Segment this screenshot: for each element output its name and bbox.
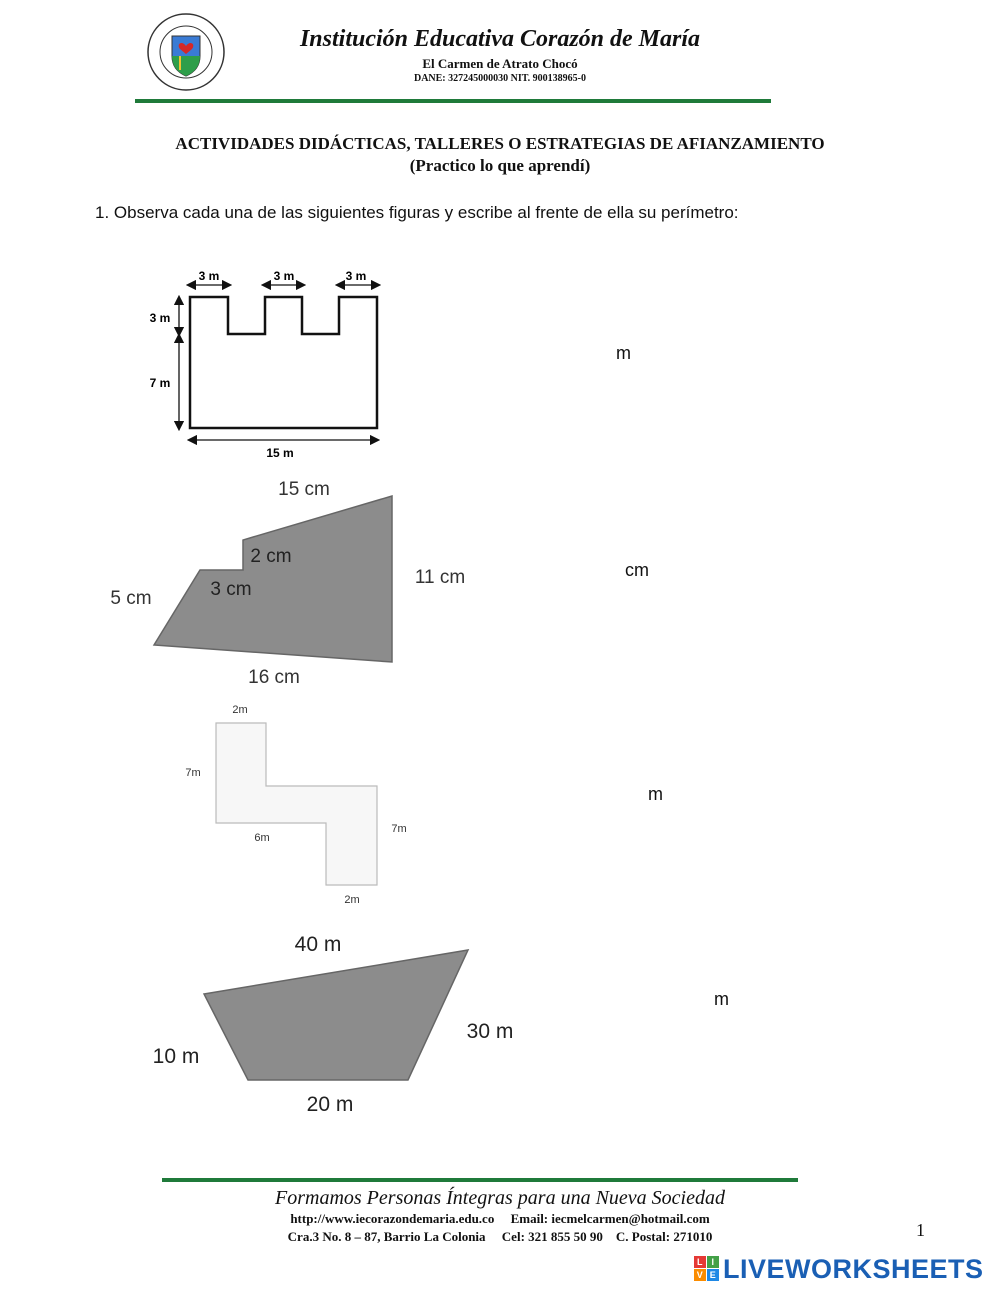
fig1-label-top1: 3 m bbox=[198, 269, 220, 283]
figure-2-stepped bbox=[110, 479, 465, 688]
fig4-label-top: 40 m bbox=[294, 933, 342, 956]
fig4-label-left: 10 m bbox=[152, 1045, 200, 1068]
fig2-label-step-horizontal: 3 cm bbox=[210, 579, 252, 600]
footer-motto: Formamos Personas Íntegras para una Nueva Sociedad bbox=[275, 1187, 725, 1209]
fig3-label-top: 2m bbox=[232, 704, 248, 716]
fig4-label-right: 30 m bbox=[466, 1020, 514, 1043]
trapezoid-shape bbox=[204, 950, 468, 1080]
castle-shape bbox=[190, 297, 377, 428]
fig3-label-middle: 6m bbox=[254, 832, 270, 844]
answer-unit-figure-3: m bbox=[648, 784, 663, 804]
fig3-label-bottom: 2m bbox=[344, 894, 360, 906]
activity-title: ACTIVIDADES DIDÁCTICAS, TALLERES O ESTRATEGIAS DE AFIANZAMIENTO bbox=[175, 134, 825, 153]
answer-unit-figure-4: m bbox=[714, 989, 729, 1009]
brand-icon-letter-2: I bbox=[707, 1256, 719, 1268]
fig2-label-right: 11 cm bbox=[414, 567, 466, 588]
institution-location: El Carmen de Atrato Chocó bbox=[422, 56, 578, 71]
footer-phone: Cel: 321 855 50 90 bbox=[501, 1229, 603, 1244]
fig1-label-left-bottom: 7 m bbox=[149, 376, 171, 390]
zshape-shape bbox=[216, 723, 377, 885]
footer-email: Email: iecmelcarmen@hotmail.com bbox=[510, 1211, 710, 1226]
fig2-label-step-vertical: 2 cm bbox=[250, 546, 292, 567]
answer-input-figure-1[interactable] bbox=[494, 340, 618, 368]
fig2-label-top: 15 cm bbox=[278, 479, 330, 500]
answer-unit-figure-2: cm bbox=[625, 560, 649, 580]
fig4-label-bottom: 20 m bbox=[306, 1093, 354, 1116]
institution-name: Institución Educativa Corazón de María bbox=[299, 26, 701, 52]
answer-input-figure-2[interactable] bbox=[502, 557, 626, 585]
brand-icon-letter-1: L bbox=[694, 1256, 706, 1268]
fig1-label-bottom: 15 m bbox=[266, 446, 294, 460]
page-number: 1 bbox=[916, 1220, 925, 1240]
figure-4-trapezoid bbox=[153, 933, 514, 1116]
answer-input-figure-4[interactable] bbox=[592, 986, 716, 1014]
fig2-label-bottom: 16 cm bbox=[248, 667, 300, 688]
answer-input-figure-3[interactable] bbox=[526, 781, 650, 809]
institution-dane: DANE: 327245000030 NIT. 900138965-0 bbox=[413, 73, 587, 84]
stepped-shape bbox=[154, 496, 392, 662]
fig1-label-left-top: 3 m bbox=[149, 311, 171, 325]
activity-subtitle: (Practico lo que aprendí) bbox=[409, 156, 591, 175]
figure-3-zshape bbox=[185, 704, 406, 906]
liveworksheets-wordmark: LIVEWORKSHEETS bbox=[723, 1254, 984, 1284]
footer-postal: C. Postal: 271010 bbox=[615, 1229, 713, 1244]
brand-icon-letter-3: V bbox=[694, 1269, 706, 1281]
footer-address: Cra.3 No. 8 – 87, Barrio La Colonia bbox=[287, 1229, 486, 1244]
fig3-label-left: 7m bbox=[185, 767, 201, 779]
question-1: 1. Observa cada una de las siguientes figuras y escribe al frente de ella su perímetro: bbox=[95, 203, 739, 222]
liveworksheets-brand[interactable] bbox=[694, 1254, 984, 1285]
figure-1-castle bbox=[150, 269, 377, 460]
fig1-label-top2: 3 m bbox=[273, 269, 295, 283]
footer-web: http://www.iecorazondemaria.edu.co bbox=[290, 1211, 495, 1226]
footer-contact-1 bbox=[150, 1211, 850, 1227]
fig1-label-top3: 3 m bbox=[345, 269, 367, 283]
fig3-label-right: 7m bbox=[391, 823, 407, 835]
footer-divider bbox=[162, 1178, 798, 1182]
liveworksheets-logo-icon bbox=[694, 1256, 720, 1282]
fig2-label-left: 5 cm bbox=[110, 588, 152, 609]
footer-contact-2 bbox=[150, 1229, 850, 1245]
brand-icon-letter-4: E bbox=[707, 1269, 719, 1281]
answer-unit-figure-1: m bbox=[616, 343, 631, 363]
